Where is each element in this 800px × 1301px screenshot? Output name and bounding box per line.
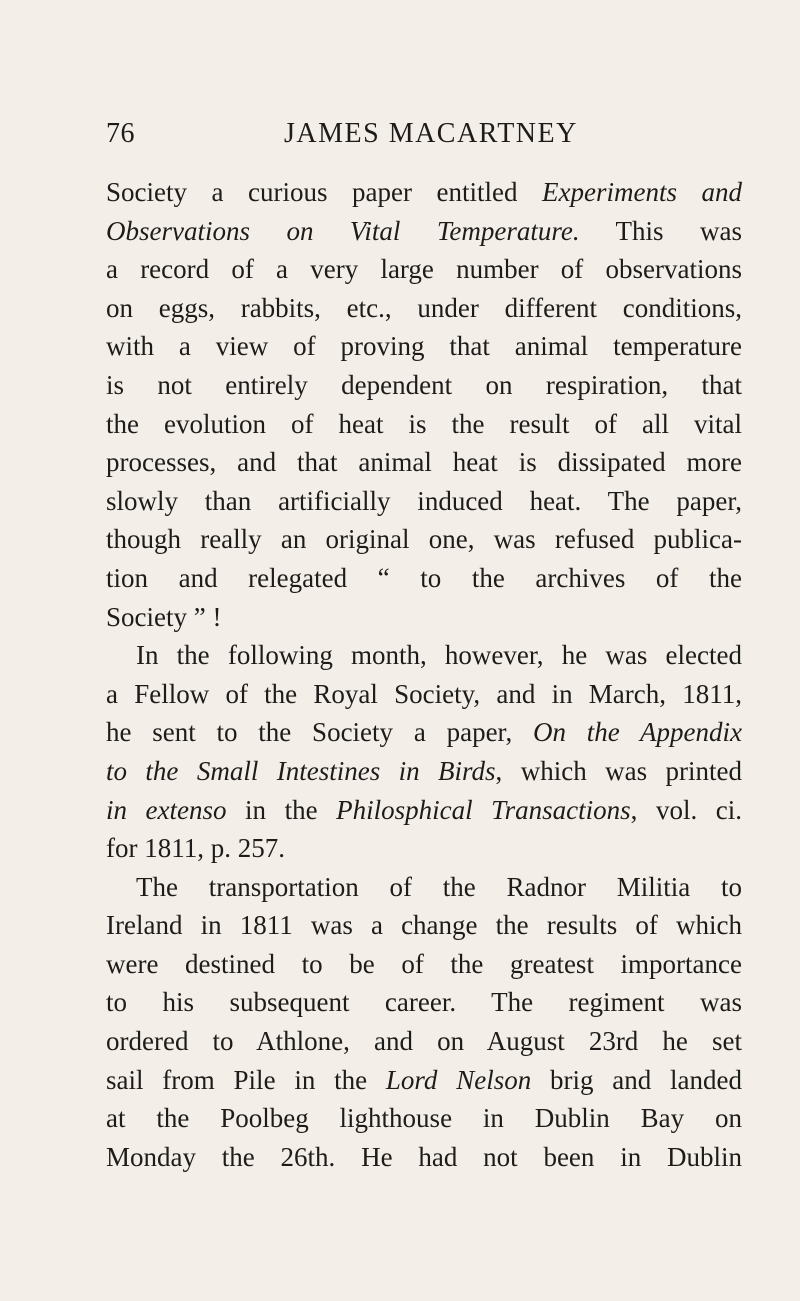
text-line	[106, 405, 742, 444]
running-title: JAMES MACARTNEY	[284, 118, 578, 149]
text-segment: is not entirely dependent on respiration, that	[106, 369, 742, 400]
text-line	[106, 713, 742, 752]
text-segment: processes, and that animal heat is dissipated more	[106, 447, 742, 478]
text-segment: the evolution of heat is the result of all vital	[106, 408, 742, 439]
text-segment: in the	[226, 794, 337, 825]
text-line	[106, 482, 742, 521]
text-segment: ordered to Athlone, and on August 23rd he set	[106, 1026, 742, 1057]
text-line	[106, 327, 742, 366]
text-segment: he sent to the Society a paper,	[106, 717, 533, 748]
text-line	[106, 598, 742, 637]
text-segment: , which was printed	[495, 755, 742, 786]
text-segment: Society ” !	[106, 601, 222, 632]
text-line	[106, 636, 742, 675]
text-line	[106, 520, 742, 559]
text-line	[106, 289, 742, 328]
text-segment: In the following month, however, he was elected	[136, 640, 742, 671]
text-segment: , vol. ci.	[630, 794, 742, 825]
text-line	[106, 945, 742, 984]
text-segment: a record of a very large number of observations	[106, 254, 742, 285]
text-segment: on eggs, rabbits, etc., under different conditions,	[106, 292, 742, 323]
text-segment: tion and relegated “ to the archives of the	[106, 562, 742, 593]
text-line	[106, 752, 742, 791]
text-line	[106, 366, 742, 405]
italic-text: in extenso	[106, 794, 227, 825]
text-segment: The transportation of the Radnor Militia to	[136, 871, 742, 902]
text-line	[106, 675, 742, 714]
text-segment: Monday the 26th. He had not been in Dublin	[106, 1141, 742, 1172]
text-segment: though really an original one, was refused publica-	[106, 524, 742, 555]
text-segment: to his subsequent career. The regiment was	[106, 987, 742, 1018]
text-line	[106, 1138, 742, 1177]
text-segment: brig and landed	[531, 1064, 742, 1095]
text-line	[106, 1061, 742, 1100]
italic-text: Lord Nelson	[385, 1064, 532, 1095]
text-line	[106, 829, 742, 868]
text-segment: at the Poolbeg lighthouse in Dublin Bay on	[106, 1103, 742, 1134]
text-line	[106, 250, 742, 289]
italic-text: Philosphical Transactions	[336, 794, 631, 825]
text-line	[106, 791, 742, 830]
text-segment: Society a curious paper entitled	[106, 177, 543, 207]
text-segment: for 1811, p. 257.	[106, 833, 285, 864]
text-segment: sail from Pile in the	[106, 1064, 386, 1095]
text-line	[106, 1022, 742, 1061]
text-line	[106, 868, 742, 907]
body-text	[106, 173, 742, 1176]
text-segment: Ireland in 1811 was a change the results of which	[106, 910, 742, 941]
text-line	[106, 212, 742, 251]
text-segment: slowly than artificially induced heat. The paper,	[106, 485, 742, 516]
text-segment: This was	[579, 215, 742, 246]
text-line	[106, 906, 742, 945]
italic-text: to the Small Intestines in Birds	[106, 755, 496, 786]
text-line	[106, 443, 742, 482]
text-line	[106, 173, 742, 212]
text-line	[106, 983, 742, 1022]
italic-text: On the Appendix	[532, 717, 742, 748]
text-segment: a Fellow of the Royal Society, and in March, 1811,	[106, 678, 742, 709]
italic-text: Observations on Vital Temperature.	[106, 215, 580, 246]
text-segment: were destined to be of the greatest importance	[106, 948, 742, 979]
text-line	[106, 1099, 742, 1138]
text-segment: with a view of proving that animal temperature	[106, 331, 742, 362]
running-head	[106, 118, 726, 158]
italic-text: Experiments and	[542, 177, 742, 207]
text-line	[106, 559, 742, 598]
page-number: 76	[106, 118, 135, 149]
